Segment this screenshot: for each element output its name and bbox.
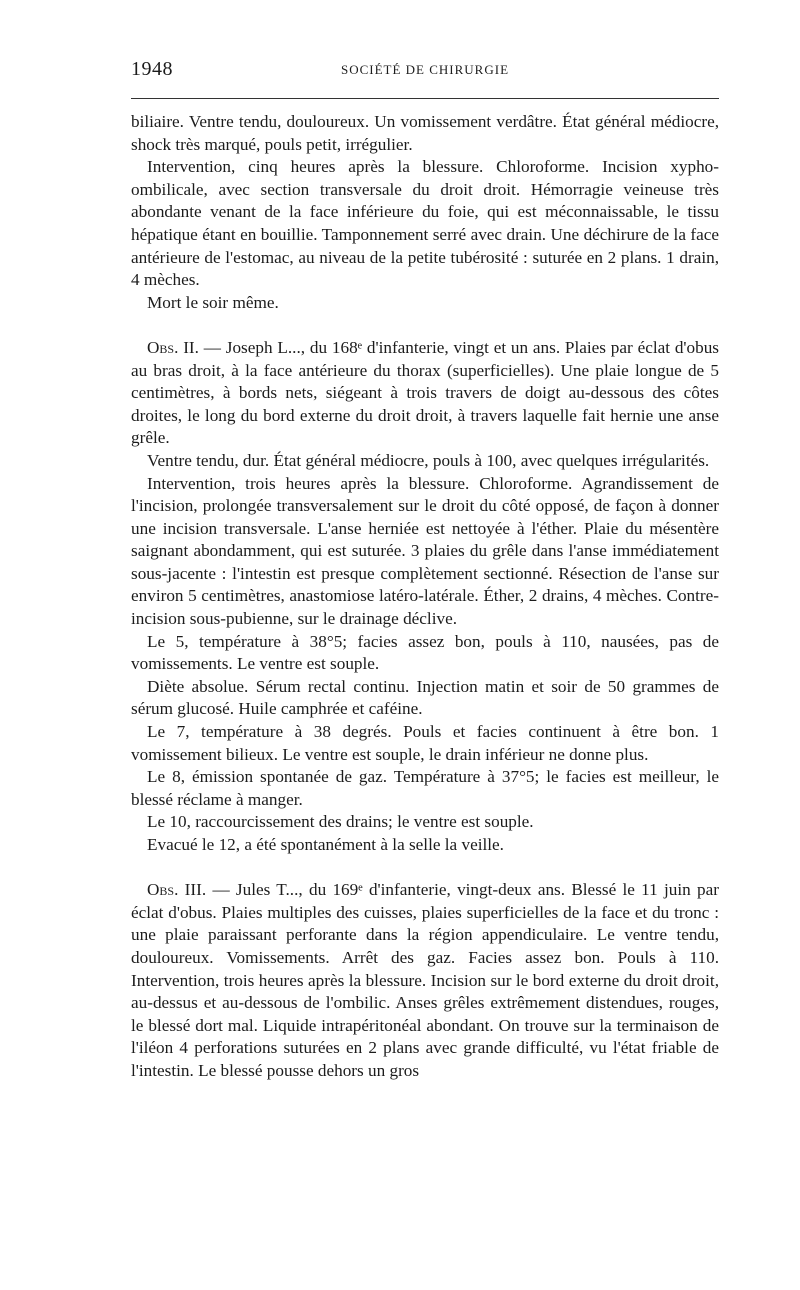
paragraph-le-8: Le 8, émission spontanée de gaz. Température à 37°5; le facies est meilleur, le blessé réclame à manger. (131, 767, 719, 809)
page-header (131, 58, 719, 88)
header-rule (131, 98, 719, 99)
paragraph-obs-2 (131, 337, 719, 450)
paragraph-intervention-2: Intervention, trois heures après la blessure. Chloroforme. Agrandissement de l'incision, prolongée transversalement sur le droit du côté opposé, de façon à donner une incision transversale. L'anse herniée est nettoyée à l'éther. Plaie du mésentère saignant abondamment, qui est suturée. 3 plaies du grêle dans l'anse immédiatement sous-jacente : l'intestin est presque complètement sectionné. Résection de l'anse sur environ 5 centimètres, anastomiose latéro-latérale. Éther, 2 drains, 4 mèches. Contre-incision sous-pubienne, sur le drainage déclive. (131, 473, 719, 629)
paragraph-evacue: Evacué le 12, a été spontanément à la selle la veille. (147, 835, 504, 854)
paragraph-le-5: Le 5, température à 38°5; facies assez bon, pouls à 110, nausées, pas de vomissements. Le ventre est souple. (131, 631, 719, 674)
paragraph-intervention-1: Intervention, cinq heures après la blessure. Chloroforme. Incision xypho-ombilicale, avec section transversale du droit droit. Hémorragie veineuse très abondante venant de la face inférieure du foie, qui est méconnaissable, le tissu hépatique étant en bouillie. Tamponnement serré avec drain. Une déchirure de la face antérieure de l'estomac, au niveau de la petite tubérosité : suturée en 2 plans. 1 drain, 4 mèches. (131, 157, 719, 290)
page-number: 1948 (131, 58, 173, 80)
paragraph-le-10: Le 10, raccourcissement des drains; le ventre est souple. (147, 812, 534, 832)
paragraph-obs-3 (131, 879, 719, 1082)
paragraph-biliaire: biliaire. Ventre tendu, douloureux. Un vomissement verdâtre. État général médiocre, shock très marqué, pouls petit, irrégulier. (131, 112, 719, 154)
obs-2-text: — Joseph L..., du 168ᵉ d'infanterie, vingt et un ans. Plaies par éclat d'obus au bras droit, à la face antérieure du thorax (superficielles). Une plaie longue de 5 centimètres, à bords nets, siégeant à trois travers de doigt au-dessous des côtes droites, le long du bord externe du droit droit, à travers laquelle fait hernie une anse grêle. (131, 337, 719, 448)
obs-3-label: Obs. III. (147, 880, 207, 900)
paragraph-ventre-tendu: Ventre tendu, dur. État général médiocre, pouls à 100, avec quelques irrégularités. (147, 450, 710, 470)
paragraph-diete: Diète absolue. Sérum rectal continu. Injection matin et soir de 50 grammes de sérum glucosé. Huile camphrée et caféine. (131, 676, 719, 719)
paragraph-le-7: Le 7, température à 38 degrés. Pouls et facies continuent à être bon. 1 vomissement bilieux. Le ventre est souple, le drain inférieur ne donne plus. (131, 722, 719, 764)
paragraph-mort: Mort le soir même. (147, 292, 279, 312)
obs-3-text: — Jules T..., du 169ᵉ d'infanterie, vingt-deux ans. Blessé le 11 juin par éclat d'obus. Plaies multiples des cuisses, plaies superficielles de la face et du tronc : une plaie paraissant perforante dans la région appendiculaire. Le ventre tendu, douloureux. Vomissements. Arrêt des gaz. Facies assez bon. Pouls à 110. Intervention, trois heures après la blessure. Incision sur le bord externe du droit droit, au-dessus et au-dessous de l'ombilic. Anses grêles extrêmement distendues, rouges, le blessé dort mal. Liquide intrapéritonéal abondant. On trouve sur la terminaison de l'iléon 4 perforations suturées en 2 plans avec grande difficulté, vu l'état friable de l'intestin. Le blessé pousse dehors un gros (131, 880, 719, 1080)
obs-2-label: Obs. II. (147, 337, 199, 357)
body-text (131, 111, 719, 1083)
running-title: SOCIÉTÉ DE CHIRURGIE (340, 62, 510, 77)
